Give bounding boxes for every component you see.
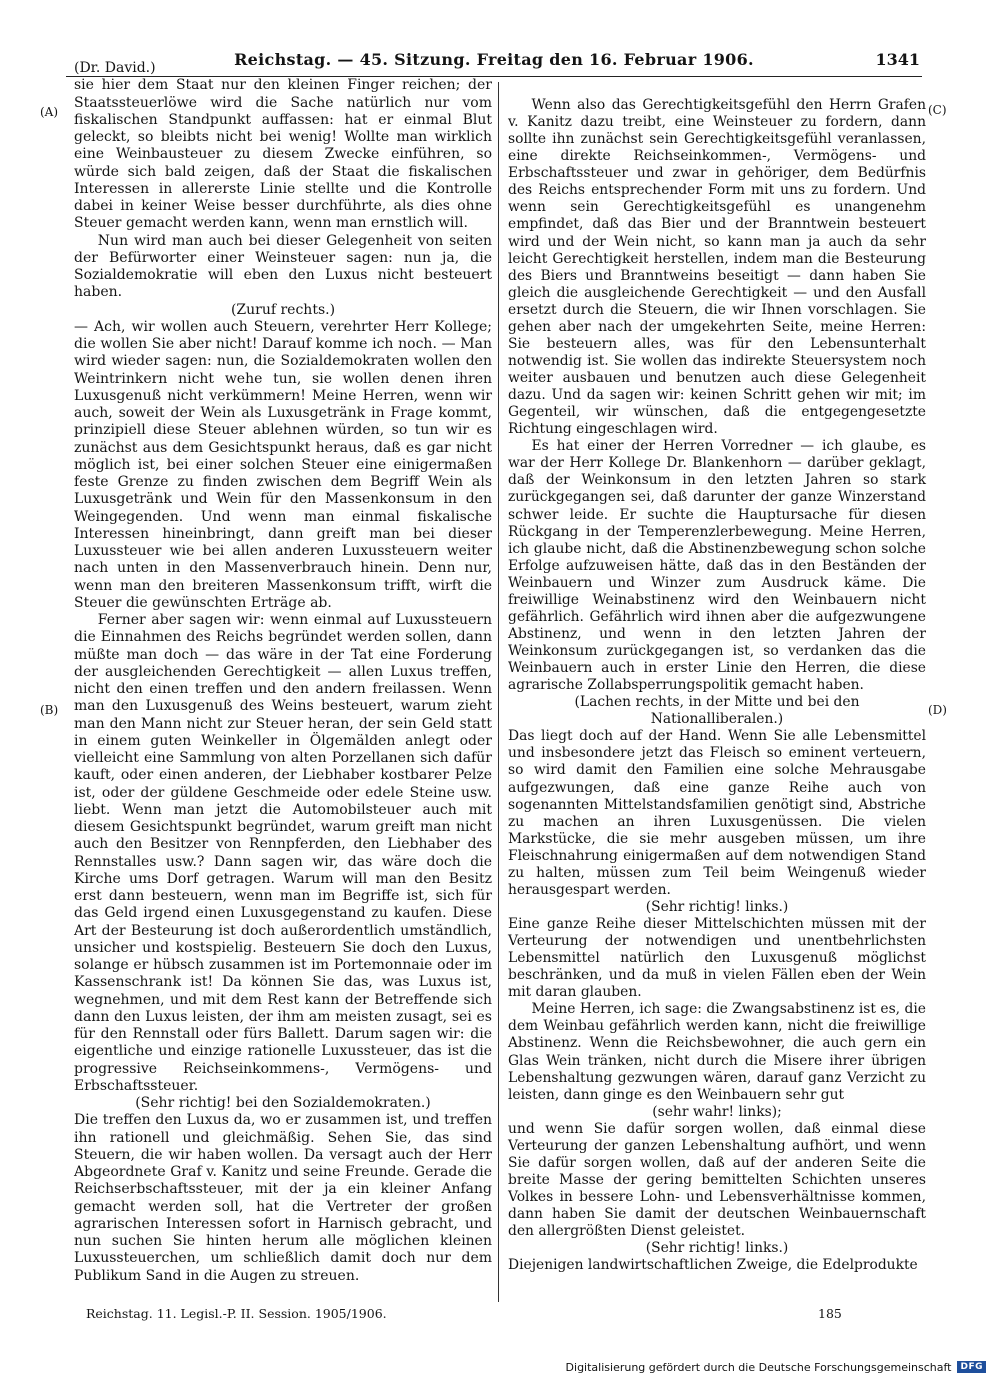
interjection: (Zuruf rechts.) [230,301,336,318]
interjection: (Sehr richtig! bei den Sozialdemokraten.) [135,1095,431,1111]
right-column [508,97,926,1274]
paragraph: Die treffen den Luxus da, wo er zusammen ist, und treffen ihn rationell und gleichmäßig. Sehen Sie, das sind Steuern, die wir haben wollen. Da versagt auch der Herr Abgeordnete Graf v. Kanitz und seine Freunde. Gerade die Reichserbschaftssteuer, mit der ja ein kleiner Anfang gemacht werden soll, hat die Vertreter der großen agrarischen Interessen sofort in Harnisch gebracht, und nun suchen Sie hinten herum alle möglichen kleinen Luxussteuerchen, um schließlich damit doch nur dem Publikum Sand in die Augen zu streuen. [74,1112,492,1284]
paragraph: Es hat einer der Herren Vorredner — ich glaube, es war der Herr Kollege Dr. Blankenhorn — darüber geklagt, daß der Weinkonsum in den letzten Jahren so stark zurückgegangen sei, daß darunter der ganze Winzerstand schwer leide. Er suchte die Hauptursache für diesen Rückgang in der Temperenzlerbewegung. Meine Herren, ich glaube nicht, daß die Abstinenzbewegung schon solche Erfolge aufzuweisen hätte, daß das in den Beständen der Weinbauern und Winzer zum Ausdruck käme. Die freiwillige Weinabstinenz wird den Weinbauern nicht gefährlich. Gefährlich wird ihnen aber die aufgezwungene Abstinenz, und wenn in den letzten Jahren der Weinkonsum zurückgegangen ist, so verdanken das die Weinbauern auch in erster Linie den Herren, die diese agrarische Zollabsperrungspolitik gemacht haben. [508,438,926,694]
paragraph: Meine Herren, ich sage: die Zwangsabstinenz ist es, die dem Weinbau gefährlich werden kann, nicht die freiwillige Abstinenz. Wenn die Reichsbewohner, die auch gern ein Glas Wein tränken, nicht durch die Misere ihrer übrigen Lebenshaltung gezwungen wären, darauf ganz Verzicht zu leisten, dann ginge es den Weinbauern sehr gut [508,1001,926,1103]
footer-session-info: Reichstag. 11. Legisl.-P. II. Session. 1905/1906. [86,1306,387,1321]
interjection: (Lachen rechts, in der Mitte und bei den Nationalliberalen.) [574,694,860,728]
paragraph: Eine ganze Reihe dieser Mittelschichten müssen mit der Verteurung der notwendigen und unentbehrlichsten Lebensmittel natürlich den Luxusgenuß möglichst beschränken, und da muß in vielen Fällen eben der Wein mit daran glauben. [508,916,926,1001]
margin-marker-d: (D) [928,703,947,717]
paragraph: Wenn also das Gerechtigkeitsgefühl den Herrn Grafen v. Kanitz dazu treibt, eine Weinsteuer zu fordern, dann sollte ihn zunächst sein Gerechtigkeitsgefühl veranlassen, eine direkte Reichseinkommen-, Vermögens- und Erbschaftssteuer und zwar in gehöriger, dem Bedürfnis des Reichs entsprechender Form mit uns zu fordern. Und wenn sein Gerechtigkeitsgefühl es unangenehm empfindet, daß das Bier und der Branntwein besteuert wird und der Wein nicht, so kann man ja auch da sehr leicht Gerechtigkeit herstellen, indem man die Besteurung des Biers und Branntweins beseitigt — dann haben Sie gleich die ausgleichende Gerechtigkeit — und den Ausfall ersetzt durch die Steuern, die wir Ihnen vorschlagen. Sie gehen aber nach der umgekehrten Seite, meine Herren: Sie besteuern alles, was für den Lebensunterhalt notwendig ist. Sie wollen das indirekte Steuersystem noch weiter ausbauen und benutzen auch diese Gelegenheit dazu. Und da sagen wir: keinen Schritt gehen wir mit; im Gegenteil, wir wünschen, daß die entgegengesetzte Richtung eingeschlagen wird. [508,97,926,438]
column-divider [498,82,499,1302]
paragraph: Diejenigen landwirtschaftlichen Zweige, die Edelprodukte [508,1257,918,1274]
paragraph: und wenn Sie dafür sorgen wollen, daß einmal diese Verteurung der ganzen Lebenshaltung aufhört, und wenn Sie dafür sorgen wollen, daß auf der anderen Seite die breite Masse der gering bemittelten Schichten unseres Volkes in bessere Lohn- und Lebensverhältnisse kommen, dann haben Sie damit der deutschen Weinbauernschaft den allergrößten Dienst geleistet. [508,1120,926,1240]
paragraph: Das liegt doch auf der Hand. Wenn Sie alle Lebensmittel und insbesondere jetzt das Fleisch so eminent verteuern, so wird damit den Familien eine solche Mehrausgabe aufgezwungen, daß eine ganze Reihe auch von sogenannten Mittelstandsfamilien genötigt sind, Abstriche zu machen an ihren Luxusgenüssen. Die vielen Markstücke, die sie mehr ausgeben müssen, um ihre Fleischnahrung einigermaßen auf dem notwendigen Stand zu halten, müssen zum Teil beim Weingenuß wieder herausgespart werden. [508,728,926,898]
interjection: (Sehr richtig! links.) [645,1240,789,1257]
page-number: 1341 [875,50,920,69]
paragraph: — Ach, wir wollen auch Steuern, verehrter Herr Kollege; die wollen Sie aber nicht! Darauf komme ich noch. — Man wird wieder sagen: nun, die Sozialdemokraten wollen den Weintrinkern nicht wehe tun, sie wollen denen ihren Luxusgenuß nicht verkümmern! Meine Herren, wenn wir auch, soweit der Wein als Luxusgetränk in Frage kommt, prinzipiell diese Steuer ablehnen würden, so tun wir es zunächst aus dem Gesichtspunkt heraus, daß es gar nicht möglich ist, bei einer solchen Steuer eine einigermaßen feste Grenze zu finden zwischen dem Begriff Wein als Luxusgetränk und Wein für den Massenkonsum in den Weingegenden. Und wenn man einmal fiskalische Interessen hineinbringt, dann greift man bei dieser Luxussteuer wie bei allen anderen Luxussteuern weiter nach unten in den Massenverbrauch hinein. Denn nur, wenn man den breiteren Massenkonsum trifft, wirft die Steuer die gewünschten Erträge ab. [74,318,492,611]
margin-marker-b: (B) [40,703,59,717]
margin-marker-a: (A) [40,105,59,119]
paragraph: sie hier dem Staat nur den kleinen Finger reichen; der Staatssteuerlöwe wird die Sache natürlich nur vom fiskalischen Standpunkt auffassen: hat er einmal Blut geleckt, so bleibts nicht bei wenig! Wollte man wirklich eine Weinbausteuer zu diesem Zwecke einführen, so würde sich bald zeigen, daß der Staat die fiskalischen Interessen in allererste Linie stellte und die Kontrolle dabei in keiner Weise besser durchführte, als dies ohne Steuer gemacht werden kann, wenn man ernstlich will. [74,77,492,232]
interjection: (sehr wahr! links); [652,1103,782,1120]
speaker-label: (Dr. David.) [74,60,156,76]
paragraph: Nun wird man auch bei dieser Gelegenheit von seiten der Befürworter einer Weinsteuer sagen: nun ja, die Sozialdemokratie will eben den Luxus nicht besteuert haben. [74,232,492,301]
paragraph: Ferner aber sagen wir: wenn einmal auf Luxussteuern die Einnahmen des Reichs begründet werden sollen, dann müßte man doch — das wäre in der Tat eine Forderung der ausgleichenden Gerechtigkeit — allen Luxus treffen, nicht den einen treffen und den andern freilassen. Wenn man den Luxusgenuß des Weins besteuert, warum zieht man den Mann nicht zur Steuer heran, der sein Geld statt in einem guten Weinkeller in Ölgemälden anlegt oder vielleicht eine Sammlung von alten Porzellanen sich dafür kauft, oder einen anderen, der Liebhaber kostbarer Pelze ist, oder der güldene Geschmeide oder edele Steine usw. liebt. Wenn man jetzt die Automobilsteuer auch mit diesem Gesichtspunkt begründet, warum greift man nicht auch den Besitzer von Rennpferden, den Liebhaber des Rennstalles usw.? Dann sagen wir, das wäre doch die Kirche ums Dorf getragen. Warum will man den Besitz erst dann besteuern, wenn man im Begriffe ist, sich für das Geld irgend einen Luxusgegenstand zu kaufen. Diese Art der Besteurung ist doch außerordentlich umständlich, unsicher und kostspielig. Besteuern Sie doch den Luxus, solange er hübsch zusammen ist im Portemonnaie oder im Kassenschrank ist! Da können Sie das, was Luxus ist, wegnehmen, und mit dem Rest kann der Betreffende sich dann den Luxus leisten, der ihm am meisten zusagt, sei es für den Rennstall oder fürs Ballett. Darum sagen wir: die eigentliche und einzige rationelle Luxussteuer, das ist die progressive Reichseinkommens-, Vermögens- und Erbschaftssteuer. [74,612,492,1094]
running-title: Reichstag. — 45. Sitzung. Freitag den 16. Februar 1906. [234,50,754,69]
footer-sheet-number: 185 [818,1306,842,1321]
dfg-logo: DFG [957,1361,986,1373]
margin-marker-c: (C) [928,103,947,117]
credit-text: Digitalisierung gefördert durch die Deutsche Forschungsgemeinschaft [565,1360,952,1374]
left-column [74,60,492,1285]
digitization-credit [566,1359,986,1375]
interjection: (Sehr richtig! links.) [645,898,789,915]
